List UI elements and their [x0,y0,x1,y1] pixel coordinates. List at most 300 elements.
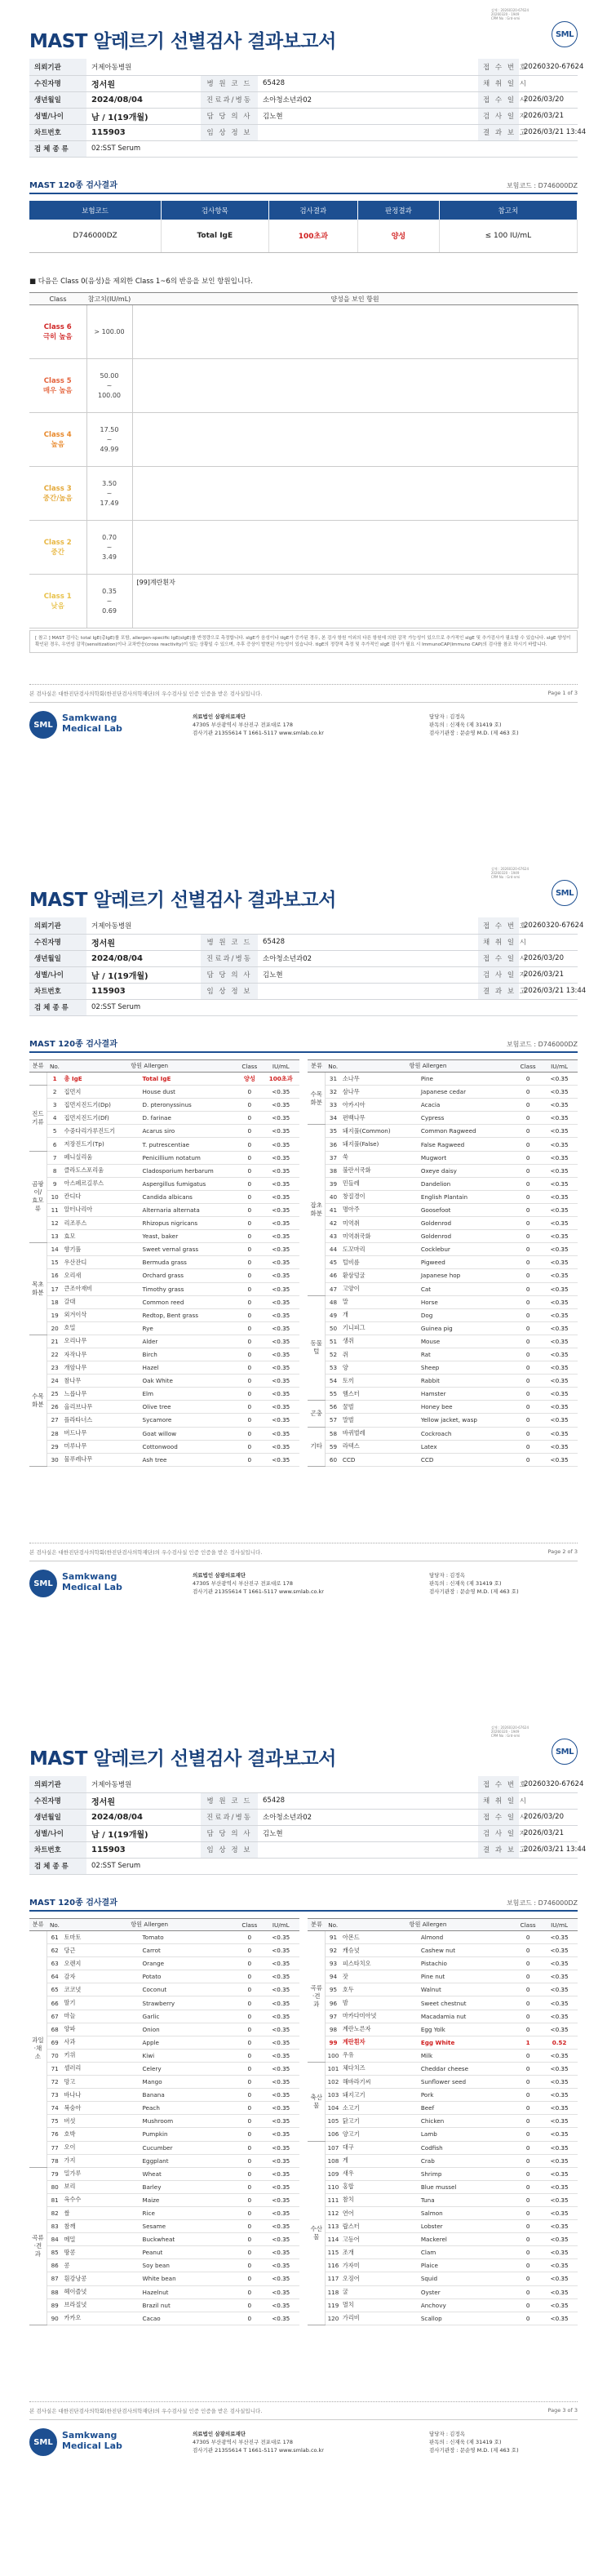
section-header [29,1037,578,1053]
allergen-class: 0 [515,2023,541,2036]
allergen-header-no: No. [326,1919,341,1931]
allergen-class: 0 [515,1983,541,1996]
summary-header-cell: 보험코드 [29,201,162,220]
table-row [29,1401,578,1414]
allergen-iu: <0.35 [263,1308,299,1321]
summary-table [29,201,578,253]
class-range: > 100.00 [94,327,125,335]
info-label: 접 수 번 호 [478,59,519,75]
table-row [29,1269,578,1282]
info-value: 02:SST Serum [86,999,201,1015]
allergen-name-en: Alternaria alternata [141,1203,237,1216]
allergen-no: 118 [326,2285,341,2298]
allergen-no: 106 [326,2128,341,2141]
info-label: 채 취 일 시 [478,934,519,950]
info-label: 담 당 의 사 [201,1825,258,1841]
info-row [29,917,578,934]
allergen-name-ko: 우산잔디 [63,1256,141,1269]
info-value: 2024/08/04 [86,91,201,108]
allergen-name-ko: 양고기 [341,2128,419,2141]
allergen-class: 0 [237,1151,263,1164]
allergen-name-en: Orchard grass [141,1269,237,1282]
allergen-class: 1 [515,2036,541,2049]
allergen-iu: <0.35 [263,1401,299,1414]
info-row [29,91,578,108]
allergen-iu: <0.35 [541,2220,578,2233]
row-spacer [299,1217,308,1230]
allergen-name-en: Cat [419,1282,515,1295]
class-name-cell [29,413,86,467]
info-empty [201,1858,478,1874]
allergen-no: 111 [326,2193,341,2206]
table-row [29,1996,578,2010]
info-label: 임 상 정 보 [201,983,258,999]
row-spacer [299,1996,308,2010]
allergen-name-en: Soy bean [141,2259,237,2272]
allergen-class: 0 [237,1269,263,1282]
allergen-iu: <0.35 [541,1243,578,1256]
info-empty [201,1776,478,1792]
allergen-class: 0 [515,1996,541,2010]
row-spacer [299,1957,308,1970]
allergen-class: 0 [237,2167,263,2180]
allergen-name-ko: 해바라기씨 [341,2076,419,2089]
allergen-name-en: D. pteronyssinus [141,1099,237,1112]
allergen-no: 73 [47,2089,62,2102]
allergen-class: 0 [237,2220,263,2233]
info-value: 20260320-67624 [519,59,578,75]
allergen-iu: <0.35 [263,1151,299,1164]
class-range-cell [86,359,132,413]
allergen-class: 0 [515,2076,541,2089]
allergen-name-ko: 콩 [63,2259,141,2272]
allergen-no: 100 [326,2049,341,2062]
allergen-name-ko: 아몬드 [341,1931,419,1944]
allergen-no: 44 [326,1243,341,1256]
info-value [258,124,478,140]
allergen-name-ko: 메밀 [63,2233,141,2246]
allergen-iu: <0.35 [263,2259,299,2272]
allergen-no: 55 [326,1388,341,1401]
allergen-iu: <0.35 [263,1282,299,1295]
class-desc: 높음 [51,440,64,449]
allergen-class: 0 [515,1335,541,1348]
allergen-no: 60 [326,1453,341,1466]
allergen-no: 2 [47,1086,62,1099]
allergen-name-ko: 헤이즐넛 [63,2285,141,2298]
allergen-name-ko: 환삼덩굴 [341,1269,419,1282]
allergen-class: 0 [515,1388,541,1401]
info-empty [201,917,478,934]
table-row [29,2128,578,2141]
allergen-name-en: Wheat [141,2167,237,2180]
table-row [29,1164,578,1177]
allergen-no: 88 [47,2285,62,2298]
allergen-name-en: Lobster [419,2220,515,2233]
info-row [29,999,578,1015]
row-spacer [299,2233,308,2246]
allergen-name-ko: 생쥐 [341,1335,419,1348]
class-positive-items [132,521,578,575]
table-row [29,2193,578,2206]
table-row [29,1414,578,1427]
row-spacer [299,1125,308,1138]
info-value: 정서원 [86,75,201,91]
allergen-class: 0 [237,1190,263,1203]
allergen-no: 18 [47,1295,62,1308]
allergen-class: 0 [237,1388,263,1401]
allergen-iu: <0.35 [541,1295,578,1308]
allergen-class: 0 [515,1361,541,1375]
allergen-class: 0 [237,1203,263,1216]
allergen-name-ko: 마카다미아넛 [341,2010,419,2023]
allergen-no: 3 [47,1099,62,1112]
row-spacer [299,1308,308,1321]
allergen-name-en: Pumpkin [141,2128,237,2141]
allergen-header-name: 항원 Allergen [341,1060,515,1073]
table-row [29,2089,578,2102]
row-spacer [299,2076,308,2089]
allergen-group: 곤충 [308,1401,325,1427]
allergen-no: 62 [47,1944,62,1957]
table-row [29,1125,578,1138]
allergen-class: 0 [515,1177,541,1190]
allergen-name-ko: 우유 [341,2049,419,2062]
row-spacer [299,1944,308,1957]
allergen-name-en: Egg Yolk [419,2023,515,2036]
page-number: Page 2 of 3 [547,1548,578,1555]
allergen-no: 9 [47,1177,62,1190]
allergen-iu: <0.35 [541,2102,578,2115]
allergen-no: 94 [326,1970,341,1983]
allergen-header-iu: IU/mL [541,1060,578,1073]
allergen-no: 52 [326,1348,341,1361]
class-range: 50.00 [100,371,119,380]
allergen-class: 0 [515,1427,541,1440]
allergen-iu: <0.35 [263,2010,299,2023]
allergen-name-ko: 연어 [341,2206,419,2219]
allergen-no: 107 [326,2141,341,2154]
allergen-name-en: Latex [419,1440,515,1453]
row-spacer [299,1348,308,1361]
info-label: 담 당 의 사 [201,108,258,124]
allergen-iu: <0.35 [541,1375,578,1388]
allergen-name-en: Oak White [141,1375,237,1388]
allergen-class: 0 [237,2259,263,2272]
allergen-no: 42 [326,1217,341,1230]
allergen-iu: <0.35 [263,1125,299,1138]
allergen-iu: <0.35 [263,2246,299,2259]
info-value: 소아청소년과02 [258,1809,478,1825]
allergen-name-ko: 토끼 [341,1375,419,1388]
row-spacer [299,2049,308,2062]
class-row [29,467,578,521]
table-row [29,1321,578,1335]
allergen-iu: <0.35 [263,1931,299,1944]
allergen-no: 4 [47,1112,62,1125]
info-value: 2026/03/21 13:44 [519,124,578,140]
allergen-name-en: Rye [141,1321,237,1335]
info-row [29,75,578,91]
row-spacer [299,2259,308,2272]
allergen-group: 잡초화분 [308,1125,325,1295]
allergen-iu: <0.35 [541,1230,578,1243]
allergen-name-ko: 칸디다 [63,1190,141,1203]
allergen-no: 20 [47,1321,62,1335]
allergen-name-en: Sunflower seed [419,2076,515,2089]
row-spacer [299,1282,308,1295]
allergen-name-ko: 수중다리가루진드기 [63,1125,141,1138]
allergen-no: 117 [326,2272,341,2285]
allergen-group: 기타 [308,1427,325,1466]
allergen-name-ko: 감자 [63,1970,141,1983]
allergen-class: 0 [515,2141,541,2154]
allergen-name-en: Honey bee [419,1401,515,1414]
allergen-class: 0 [515,2180,541,2193]
summary-header-cell: 검사결과 [268,201,357,220]
row-spacer [299,2062,308,2075]
allergen-name-en: Hazel [141,1361,237,1375]
class-range: 17.50 [100,425,119,433]
info-label: 검 사 일 자 [478,1825,519,1841]
allergen-no: 17 [47,1282,62,1295]
allergen-class: 0 [515,2298,541,2312]
allergen-no: 32 [326,1086,341,1099]
allergen-class: 0 [515,1203,541,1216]
table-row [29,1151,578,1164]
allergen-no: 91 [326,1931,341,1944]
allergen-iu: <0.35 [263,1440,299,1453]
info-empty [478,999,578,1015]
allergen-class: 0 [515,1086,541,1099]
allergen-name-en: Aspergillus fumigatus [141,1177,237,1190]
allergen-iu: <0.35 [263,2298,299,2312]
allergen-no: 63 [47,1957,62,1970]
allergen-iu: <0.35 [541,2285,578,2298]
table-row [29,1348,578,1361]
allergen-class: 0 [237,1931,263,1944]
allergen-name-ko: 체다치즈 [341,2062,419,2075]
allergen-iu: <0.35 [263,2154,299,2167]
allergen-iu: <0.35 [541,1401,578,1414]
allergen-name-en: Mango [141,2076,237,2089]
table-row [29,2154,578,2167]
lab-logo-mark: SML [29,711,57,739]
info-label: 채 취 일 시 [478,1792,519,1809]
allergen-name-ko: 버섯 [63,2115,141,2128]
allergen-group: 목초화분 [29,1243,47,1335]
insurance-code: 보험코드 : D746000DZ [506,1899,578,1907]
class-name: Class 4 [43,430,72,439]
allergen-no: 16 [47,1269,62,1282]
info-row [29,950,578,966]
allergen-class: 0 [515,1375,541,1388]
allergen-class: 0 [515,1970,541,1983]
allergen-no: 99 [326,2036,341,2049]
allergen-name-en: Peanut [141,2246,237,2259]
table-row [29,2259,578,2272]
allergen-name-en: Mouse [419,1335,515,1348]
allergen-iu: <0.35 [263,1138,299,1151]
allergen-name-en: Rice [141,2206,237,2219]
allergen-name-en: Pistachio [419,1957,515,1970]
class-range: ~ [106,597,113,605]
allergen-name-ko: 마늘 [63,2010,141,2023]
allergen-iu: <0.35 [263,1375,299,1388]
allergen-name-en: Cottonwood [141,1440,237,1453]
allergen-class: 0 [515,2102,541,2115]
allergen-name-en: Sycamore [141,1414,237,1427]
row-spacer [299,1164,308,1177]
class-header-cell: 양성을 보인 항원 [132,293,578,305]
allergen-name-en: House dust [141,1086,237,1099]
allergen-no: 22 [47,1348,62,1361]
info-value: 소아청소년과02 [258,91,478,108]
allergen-iu: <0.35 [541,2246,578,2259]
row-spacer [299,1099,308,1112]
allergen-class: 0 [515,1321,541,1335]
patient-info-table [29,59,587,158]
allergen-name-ko: 굴 [341,2285,419,2298]
allergen-name-en: Mugwort [419,1151,515,1164]
allergen-iu: <0.35 [263,2049,299,2062]
table-row [29,2141,578,2154]
allergen-no: 114 [326,2233,341,2246]
info-label: 차트번호 [29,124,86,140]
allergen-name-ko: 계란노른자 [341,2023,419,2036]
info-label: 접 수 일 시 [478,950,519,966]
reader-doctor: 판독의 : 신재욱 (제 31419 호) [429,1580,502,1587]
class-desc: 낮음 [51,602,64,611]
allergen-name-ko: 도꼬마리 [341,1243,419,1256]
allergen-name-en: Elm [141,1388,237,1401]
table-row [29,2312,578,2325]
allergen-iu: <0.35 [263,2220,299,2233]
allergen-class: 0 [515,1440,541,1453]
lab-address: 47305 부산광역시 부산진구 전포대로 178 [193,2439,293,2445]
allergen-name-ko: 쌀 [63,2206,141,2219]
row-spacer [299,2141,308,2154]
top-mark-line: 20260320 - 1949 [490,871,520,875]
table-row [29,2036,578,2049]
allergen-class: 0 [237,1177,263,1190]
table-row [29,1203,578,1216]
allergen-name-ko: 망고 [63,2076,141,2089]
allergen-iu: 100초과 [263,1073,299,1086]
allergen-name-ko: 갈대 [63,1295,141,1308]
info-row [29,1825,578,1841]
row-spacer [299,1983,308,1996]
allergen-no: 56 [326,1401,341,1414]
allergen-header-iu: IU/mL [263,1060,299,1073]
allergen-iu: <0.35 [263,2089,299,2102]
class-range: 0.69 [102,606,117,615]
class-desc: 중간/높음 [42,494,73,503]
footnote [29,684,578,697]
info-value: 정서원 [86,1792,201,1809]
allergen-name-ko: 잣 [341,1970,419,1983]
allergen-name-en: Lamb [419,2128,515,2141]
class-positive-items [132,305,578,359]
allergen-name-ko: 홍합 [341,2180,419,2193]
allergen-header-no: No. [47,1060,62,1073]
allergen-class: 0 [237,2089,263,2102]
info-empty [201,140,478,157]
allergen-name-ko: 라텍스 [341,1440,419,1453]
allergen-iu: <0.35 [541,2128,578,2141]
allergen-name-en: Strawberry [141,1996,237,2010]
lab-director: 검사기관장 : 문순영 M.D. (제 463 호) [429,2447,519,2454]
allergen-group: 동물털 [308,1295,325,1401]
allergen-no: 92 [326,1944,341,1957]
class-range: 0.70 [102,533,117,541]
info-label: 차트번호 [29,983,86,999]
table-row [29,1361,578,1375]
info-value: 115903 [86,124,201,140]
allergen-name-ko: 당근 [63,1944,141,1957]
table-row [29,1944,578,1957]
allergen-no: 13 [47,1230,62,1243]
class-row [29,575,578,628]
table-row [29,1099,578,1112]
allergen-name-ko: 집먼지진드기(Df) [63,1112,141,1125]
summary-cell: Total IgE [162,220,269,252]
allergen-class: 0 [515,1230,541,1243]
allergen-name-ko: 효모 [63,1230,141,1243]
class-desc: 중간 [51,548,64,557]
info-value: 남 / 1(19개월) [86,966,201,983]
lab-address: 47305 부산광역시 부산진구 전포대로 178 [193,1580,293,1587]
allergen-name-ko: 오리새 [63,1269,141,1282]
table-row [29,2102,578,2115]
allergen-name-en: Pigweed [419,1256,515,1269]
allergen-name-ko: 개암나무 [63,1361,141,1375]
allergen-class: 0 [237,1440,263,1453]
allergen-no: 48 [326,1295,341,1308]
allergen-name-ko: 외겨이삭 [63,1308,141,1321]
info-label: 병 원 코 드 [201,934,258,950]
allergen-no: 39 [326,1177,341,1190]
allergen-class: 0 [515,1269,541,1282]
allergen-name-ko: 올리브나무 [63,1401,141,1414]
allergen-no: 67 [47,2010,62,2023]
allergen-name-en: Timothy grass [141,1282,237,1295]
summary-cell: D746000DZ [29,220,162,252]
lab-contact: 검사기관 21355614 T 1661-5117 www.smlab.co.kr [193,1588,324,1595]
allergen-iu: <0.35 [263,1414,299,1427]
allergen-name-en: Rabbit [419,1375,515,1388]
allergen-group [29,1073,47,1086]
row-spacer [299,2312,308,2325]
allergen-class: 0 [237,2128,263,2141]
allergen-name-en: Guinea pig [419,1321,515,1335]
table-row [29,1112,578,1125]
lab-footer [29,2419,578,2460]
allergen-name-en: Cypress [419,1112,515,1125]
class-range: ~ [106,543,113,551]
allergen-name-en: Goldenrod [419,1230,515,1243]
info-label: 생년월일 [29,91,86,108]
table-row [29,1217,578,1230]
allergen-iu: <0.35 [263,2115,299,2128]
allergen-name-ko: 옥수수 [63,2193,141,2206]
allergen-name-ko: 저장진드기(Tp) [63,1138,141,1151]
allergen-iu: <0.35 [541,1414,578,1427]
page-title: MAST 알레르기 선별검사 결과보고서 [29,890,336,911]
info-label: 채 취 일 시 [478,75,519,91]
allergen-class: 0 [515,1308,541,1321]
top-mark [491,8,529,20]
